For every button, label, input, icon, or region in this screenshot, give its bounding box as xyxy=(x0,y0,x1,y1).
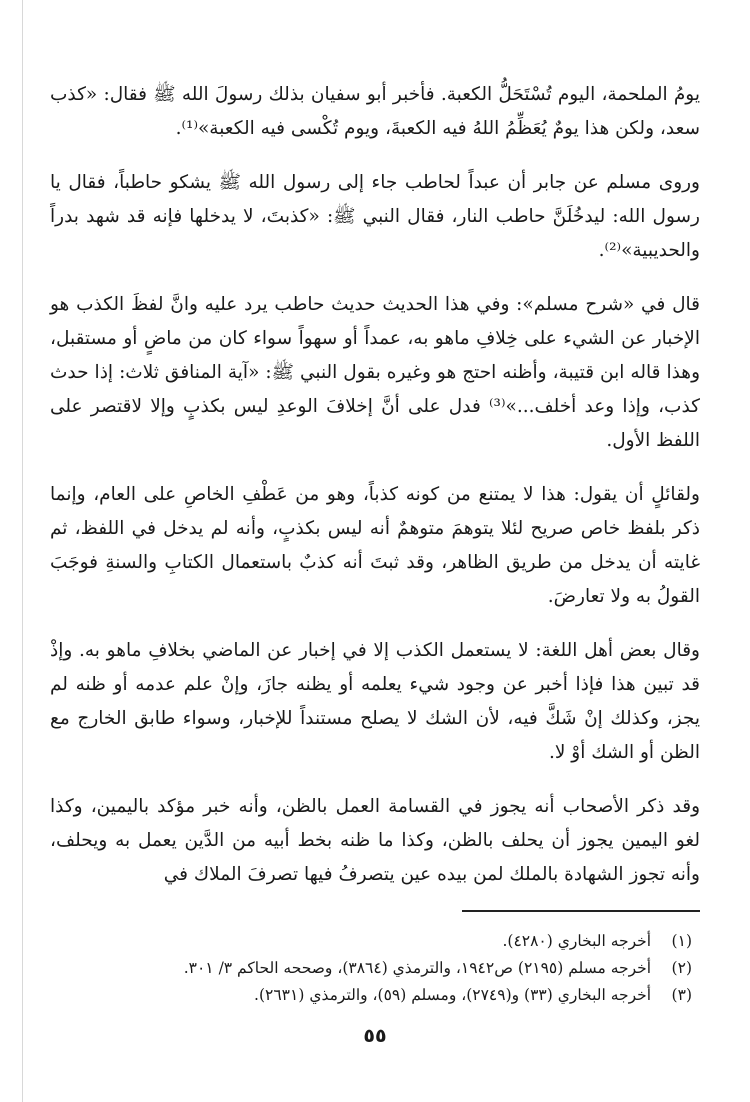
paragraph: قال في «شرح مسلم»: وفي هذا الحديث حديث حاطب يرد عليه وانَّ لفظَ الكذب هو الإخبار عن الشيء على خِلافِ ماهو به، عمداً أو سهواً سواء كان من ماضٍ أو مستقبل، وهذا قاله ابن قتيبة، وأظنه احتج هو وغيره بقول النبي ﷺ: «آية المنافق ثلاث: إذا حدث كذب، وإذا وعد أخلف...»⁽³⁾ فدل على أنَّ إخلافَ الوعدِ ليس بكذبٍ وإلا لاقتصر على اللفظ الأول. xyxy=(50,294,700,451)
paragraph-gap xyxy=(50,458,700,478)
page-edge xyxy=(0,0,23,1102)
footnote-divider xyxy=(462,910,700,912)
paragraph: وقد ذكر الأصحاب أنه يجوز في القسامة العمل بالظن، وأنه خبر مؤكد باليمين، وكذا لغو اليمين يجوز أن يحلف بالظن، وكذا ما ظنه بخط أبيه من الدَّين يعمل به ويحلف، وأنه تجوز الشهادة بالملك لمن بيده عين يتصرفُ فيها تصرفَ الملاك في xyxy=(50,796,700,885)
footnote-text: أخرجه مسلم (٢١٩٥) ص١٩٤٢، والترمذي (٣٨٦٤)، وصححه الحاكم ٣/ ٣٠١. xyxy=(183,959,652,977)
page-number: ٥٥ xyxy=(363,1025,387,1047)
main-text xyxy=(50,78,700,892)
paragraph: وقال بعض أهل اللغة: لا يستعمل الكذب إلا في إخبار عن الماضي بخلافِ ماهو به. وإذْ قد تبين هذا فإذا أخبر عن وجود شيء يعلمه أو يظنه جازَ، وإنْ علم عدمه أو ظنه لم يجز، وكذلك إنْ شَكَّ فيه، لأن الشك لا يصلح مستنداً للإخبار، وسواء طابق الخارج مع الظن أو الشك أوْ لا. xyxy=(50,640,700,763)
paragraph-gap xyxy=(50,770,700,790)
footnote-text: أخرجه البخاري (٤٢٨٠). xyxy=(502,932,652,950)
footnote xyxy=(62,955,692,982)
footnote-number: (٢) xyxy=(671,959,692,977)
footnote xyxy=(62,928,692,955)
footnote-text: أخرجه البخاري (٣٣) و(٢٧٤٩)، ومسلم (٥٩)، والترمذي (٢٦٣١). xyxy=(254,986,652,1004)
footnote-number: (١) xyxy=(671,932,692,950)
footnotes xyxy=(62,928,692,1009)
paragraph-gap xyxy=(50,614,700,634)
paragraph-gap xyxy=(50,268,700,288)
paragraph: يومُ الملحمة، اليوم تُسْتَحَلُّ الكعبة. فأخبر أبو سفيان بذلك رسولَ الله ﷺ فقال: «كذب سعد، ولكن هذا يومٌ يُعَظِّمُ اللهُ فيه الكعبةَ، ويوم تُكْسى فيه الكعبة»⁽¹⁾. xyxy=(50,84,700,139)
footnote xyxy=(62,982,692,1009)
paragraph-gap xyxy=(50,146,700,166)
paragraph: وروى مسلم عن جابر أن عبداً لحاطب جاء إلى رسول الله ﷺ يشكو حاطباً، فقال يا رسول الله: ليدخُلَنَّ حاطب النار، فقال النبي ﷺ: «كذبتَ، لا يدخلها فإنه قد شهد بدراً والحديبية»⁽²⁾. xyxy=(50,172,700,261)
paragraph: ولقائلٍ أن يقول: هذا لا يمتنع من كونه كذباً، وهو من عَطْفِ الخاصِ على العام، وإنما ذكر بلفظ خاص صريح لئلا يتوهمَ متوهمٌ أنه ليس بكذبٍ، وأنه لم يدخل في اللفظ، ثم غايته أن يدخل من طريق الظاهر، وقد ثبتَ أنه كذبٌ باستعمال الكتابِ والسنةِ فوجَبَ القولُ به ولا تعارضَ. xyxy=(50,484,700,607)
footnote-number: (٣) xyxy=(671,986,692,1004)
